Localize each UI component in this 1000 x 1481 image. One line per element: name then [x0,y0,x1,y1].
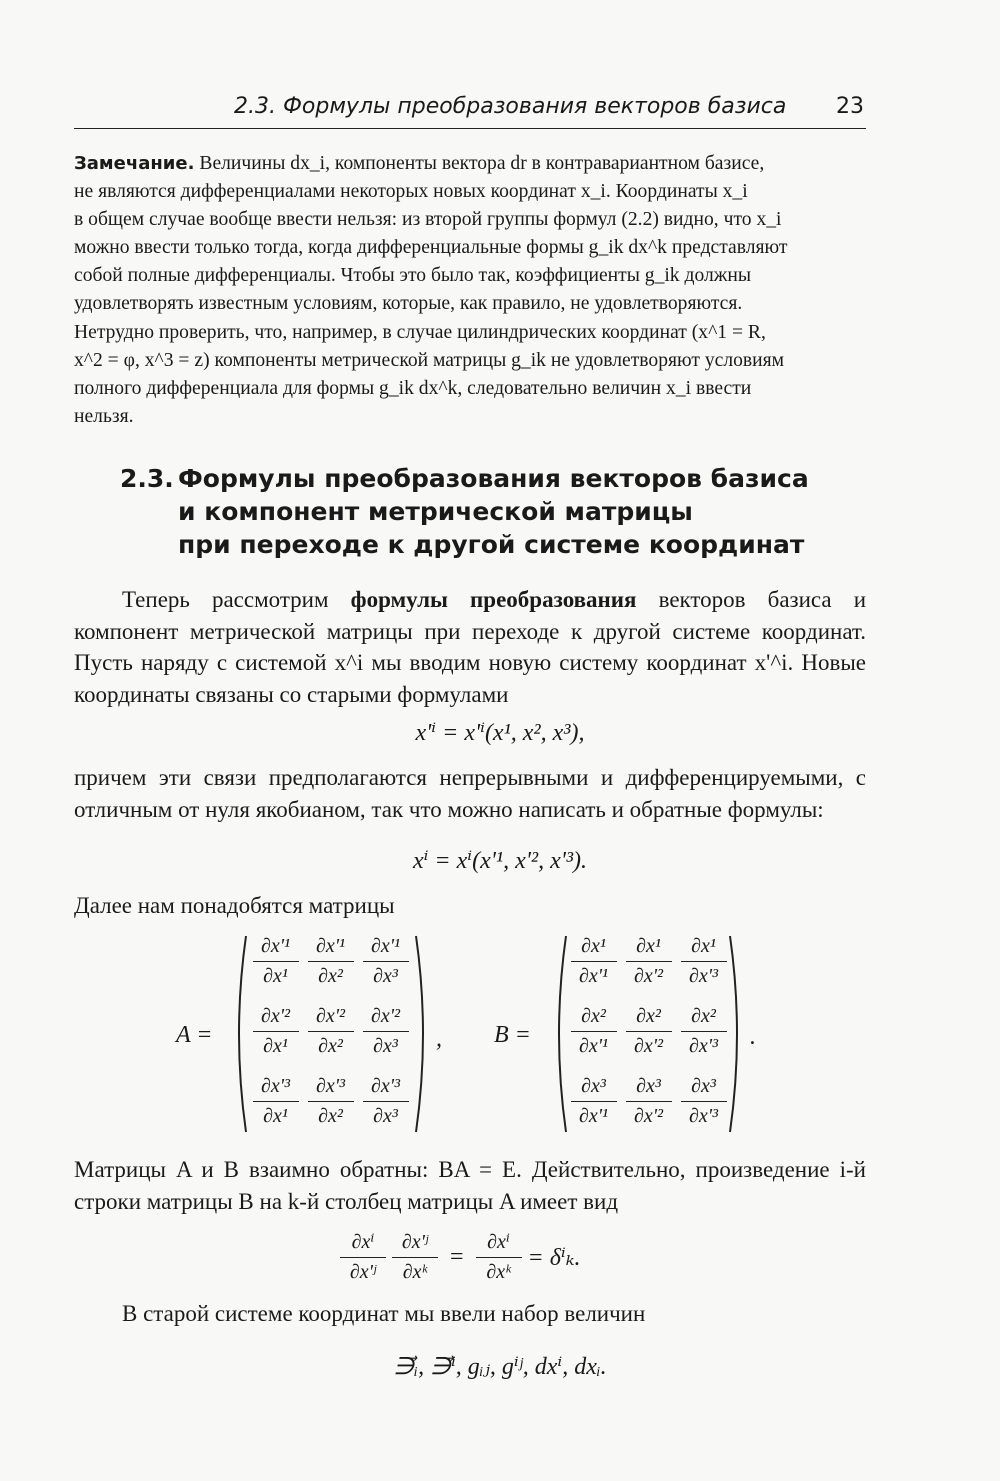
matrix-cell-numerator: ∂x² [636,1004,661,1027]
matrix-cell-denominator: ∂x'² [633,964,664,987]
matrix-cell-numerator: ∂x'¹ [370,934,401,957]
remark-line-7: x^2 = φ, x^3 = z) компоненты метрической матрицы g_ik не удовлетворяют условиям [74,349,785,371]
matrix-cell [303,996,358,1066]
section-heading [120,462,880,561]
paragraph-5: В старой системе координат мы ввели набор величин [122,1301,646,1326]
matrix-cell [676,996,731,1066]
matrix-cell [248,926,303,996]
matrix-cell-numerator: ∂x² [581,1004,606,1027]
matrix-cell [676,926,731,996]
matrix-cell-denominator: ∂x'³ [688,1034,719,1057]
matrix-cell-denominator: ∂x'² [633,1034,664,1057]
product-equation [340,1222,580,1292]
paragraph-1-prefix: Теперь рассмотрим [122,587,329,612]
matrix-cell-numerator: ∂x'³ [370,1074,401,1097]
fraction-bar [626,1101,672,1102]
remark-label: Замечание. [74,153,195,174]
remark-line-9: нельзя. [74,405,134,427]
remark-line-6: Нетрудно проверить, что, например, в случае цилиндрических координат (x^1 = R, [74,321,766,343]
matrix-cell-denominator: ∂x¹ [263,1034,288,1057]
matrix-cell-denominator: ∂x³ [373,964,398,987]
fraction-bar [340,1257,386,1258]
matrix-cell [621,996,676,1066]
page-number: 23 [836,94,864,119]
matrix-cell-numerator: ∂x'¹ [315,934,346,957]
matrix-cell-numerator: ∂x¹ [636,934,661,957]
fraction-2-num: ∂x'ʲ [401,1230,429,1253]
equation-quantities: ∋⃗ᵢ, ∋⃗ⁱ, gᵢⱼ, gⁱʲ, dxⁱ, dxᵢ. [393,1354,607,1380]
matrix-b-label: B = [494,1022,531,1048]
fraction-bar [571,1101,617,1102]
fraction-bar [308,1101,354,1102]
matrix-a-separator: , [436,1026,442,1052]
matrix-cell-numerator: ∂x'² [315,1004,346,1027]
section-title-line-2: при переходе к другой системе координат [178,530,805,559]
section-title-line-1: и компонент метрической матрицы [178,497,693,526]
equation-inverse: xⁱ = xⁱ(x'¹, x'², x'³). [412,848,588,874]
fraction-bar [571,961,617,962]
matrix-cell-numerator: ∂x'³ [315,1074,346,1097]
matrix-cell [566,1066,621,1136]
matrix-cell-numerator: ∂x¹ [581,934,606,957]
matrix-cell-denominator: ∂x'¹ [578,964,609,987]
remark-line-4: собой полные дифференциалы. Чтобы это было так, коэффициенты g_ik должны [74,265,751,287]
matrix-b-end: . [750,1024,756,1050]
matrix-cell-numerator: ∂x'¹ [260,934,291,957]
section-number: 2.3. [120,464,174,493]
matrix-cell-numerator: ∂x³ [691,1074,716,1097]
fraction-bar [392,1257,438,1258]
matrix-a [248,926,413,1136]
remark-line-8: полного дифференциала для формы g_ik dx^k, следовательно величин x_i ввести [74,377,752,399]
remark-block [74,150,866,431]
matrix-cell-denominator: ∂x² [318,1104,343,1127]
paragraph-2: причем эти связи предполагаются непрерывными и дифференцируемыми, с отличным от нуля якобианом, так что можно написать и обратные формулы: [74,765,866,822]
remark-line-2: в общем случае вообще ввести нельзя: из второй группы формул (2.2) видно, что x_i [74,209,782,231]
fraction-1-num: ∂xⁱ [351,1230,375,1253]
fraction-bar [476,1257,522,1258]
matrix-cell [676,1066,731,1136]
fraction-1-den: ∂x'ʲ [349,1260,377,1283]
matrix-cell [303,926,358,996]
matrix-cell-denominator: ∂x³ [373,1034,398,1057]
running-header [74,92,866,129]
fraction-bar [308,1031,354,1032]
matrix-cell [566,996,621,1066]
fraction-3-den: ∂xᵏ [486,1260,511,1283]
matrix-cell-numerator: ∂x'³ [260,1074,291,1097]
remark-line-0: Величины dx_i, компоненты вектора dr в контравариантном базисе, [199,153,765,174]
matrix-cell-denominator: ∂x¹ [263,964,288,987]
matrix-cell-denominator: ∂x'² [633,1104,664,1127]
equals-sign: = [450,1243,464,1270]
fraction-bar [363,1101,409,1102]
fraction-bar [626,1031,672,1032]
matrix-cell [358,926,413,996]
fraction-bar [253,961,299,962]
fraction-bar [253,1101,299,1102]
matrix-cell-denominator: ∂x¹ [263,1104,288,1127]
matrix-cell-numerator: ∂x'² [370,1004,401,1027]
paragraph-3: Далее нам понадобятся матрицы [74,893,395,918]
matrix-cell [248,996,303,1066]
kronecker-delta: = δⁱₖ. [527,1244,581,1271]
matrix-a-right-paren [412,934,432,1134]
section-title-line-0: Формулы преобразования векторов базиса [178,464,809,493]
fraction-bar [626,961,672,962]
matrix-a-left-paren [230,934,250,1134]
fraction-3 [476,1222,522,1292]
matrix-b-right-paren [726,934,746,1134]
matrix-cell [303,1066,358,1136]
paragraph-1-rest: векторов базиса и компонент метрической матрицы при переходе к другой системе координат. Пусть наряду с системой x^i мы вводим новую систему координат x'^i. Новые координаты связаны со старыми формулами [74,587,867,707]
fraction-bar [681,1101,727,1102]
matrix-cell-denominator: ∂x'³ [688,1104,719,1127]
paragraph-1-bold: формулы преобразования [350,587,637,612]
matrix-cell-denominator: ∂x'¹ [578,1034,609,1057]
fraction-3-num: ∂xⁱ [487,1230,510,1253]
matrix-cell-denominator: ∂x'³ [688,964,719,987]
matrix-cell [358,996,413,1066]
fraction-bar [681,1031,727,1032]
matrix-a-label: A = [176,1022,213,1048]
fraction-1 [340,1222,386,1292]
matrix-cell [358,1066,413,1136]
matrix-cell-numerator: ∂x'² [260,1004,291,1027]
remark-line-1: не являются дифференциалами некоторых новых координат x_i. Координаты x_i [74,181,748,203]
remark-line-5: удовлетворять известным условиям, которые, как правило, не удовлетворяются. [74,293,743,315]
matrix-cell-denominator: ∂x² [318,964,343,987]
matrix-b [566,926,731,1136]
fraction-bar [363,1031,409,1032]
fraction-bar [253,1031,299,1032]
paragraph-1 [74,584,866,710]
matrix-cell [248,1066,303,1136]
fraction-2-den: ∂xᵏ [402,1260,428,1283]
fraction-bar [308,961,354,962]
fraction-bar [363,961,409,962]
fraction-bar [681,961,727,962]
matrix-cell-denominator: ∂x³ [373,1104,398,1127]
matrix-cell-numerator: ∂x² [691,1004,716,1027]
matrix-cell [621,926,676,996]
matrix-cell-denominator: ∂x² [318,1034,343,1057]
header-title: 2.3. Формулы преобразования векторов базиса [234,94,787,119]
fraction-bar [571,1031,617,1032]
matrix-cell [621,1066,676,1136]
matrix-cell [566,926,621,996]
fraction-2 [392,1222,438,1292]
matrix-cell-numerator: ∂x³ [636,1074,661,1097]
matrix-cell-numerator: ∂x¹ [691,934,716,957]
paragraph-4: Матрицы A и B взаимно обратны: BA = E. Действительно, произведение i-й строки матрицы B на k-й столбец матрицы A имеет вид [74,1157,866,1214]
matrix-cell-denominator: ∂x'¹ [578,1104,609,1127]
matrix-cell-numerator: ∂x³ [581,1074,606,1097]
equation-forward: x'ⁱ = x'ⁱ(x¹, x², x³), [415,720,585,746]
remark-line-3: можно ввести только тогда, когда дифференциальные формы g_ik dx^k представляют [74,237,788,259]
